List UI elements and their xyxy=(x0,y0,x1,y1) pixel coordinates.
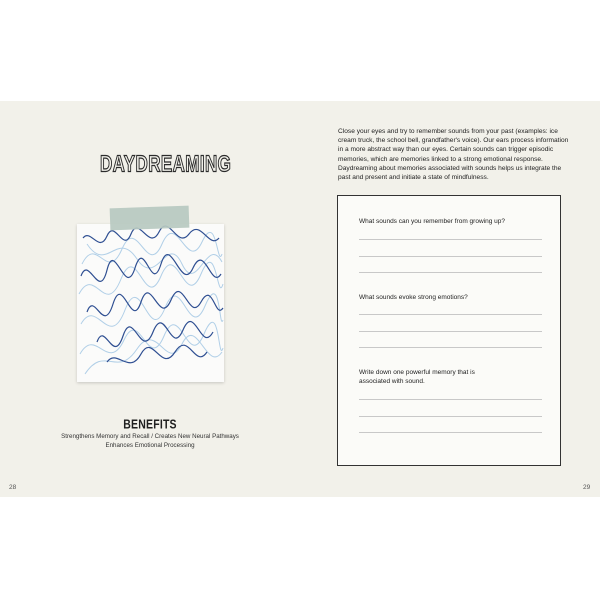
answer-line[interactable] xyxy=(359,331,542,332)
question-2: What sounds evoke strong emotions? xyxy=(359,294,468,301)
answer-line[interactable] xyxy=(359,314,542,315)
benefits-heading: BENEFITS xyxy=(123,417,177,432)
scribble-illustration xyxy=(77,224,224,382)
intro-paragraph: Close your eyes and try to remember sounds from your past (examples: ice cream truck, the school bell, grandfather's voice). Our ears process information in a more abstract way than our eyes. Certain sounds can trigger episodic memories, which are memories linked to a strong emotional response. Daydreaming about memories associated with sounds helps us integrate the past and present and initiate a state of mindfulness. xyxy=(338,128,569,182)
answer-line[interactable] xyxy=(359,416,542,417)
question-3: Write down one powerful memory that is associated with sound. xyxy=(359,369,475,385)
page-number-left: 28 xyxy=(9,484,17,491)
washi-tape xyxy=(110,206,190,231)
answer-line[interactable] xyxy=(359,272,542,273)
answer-line[interactable] xyxy=(359,432,542,433)
question-1: What sounds can you remember from growing up? xyxy=(359,218,505,225)
answer-line[interactable] xyxy=(359,256,542,257)
answer-line[interactable] xyxy=(359,347,542,348)
book-spread xyxy=(0,101,600,497)
journal-card xyxy=(337,195,561,466)
benefits-line-1: Strengthens Memory and Recall / Creates New Neural Pathways xyxy=(61,433,239,440)
benefits-line-2: Enhances Emotional Processing xyxy=(105,442,195,449)
answer-line[interactable] xyxy=(359,239,542,240)
page-title: DAYDREAMING xyxy=(100,151,232,177)
scribble-art xyxy=(77,224,224,382)
page-number-right: 29 xyxy=(583,484,591,491)
answer-line[interactable] xyxy=(359,399,542,400)
